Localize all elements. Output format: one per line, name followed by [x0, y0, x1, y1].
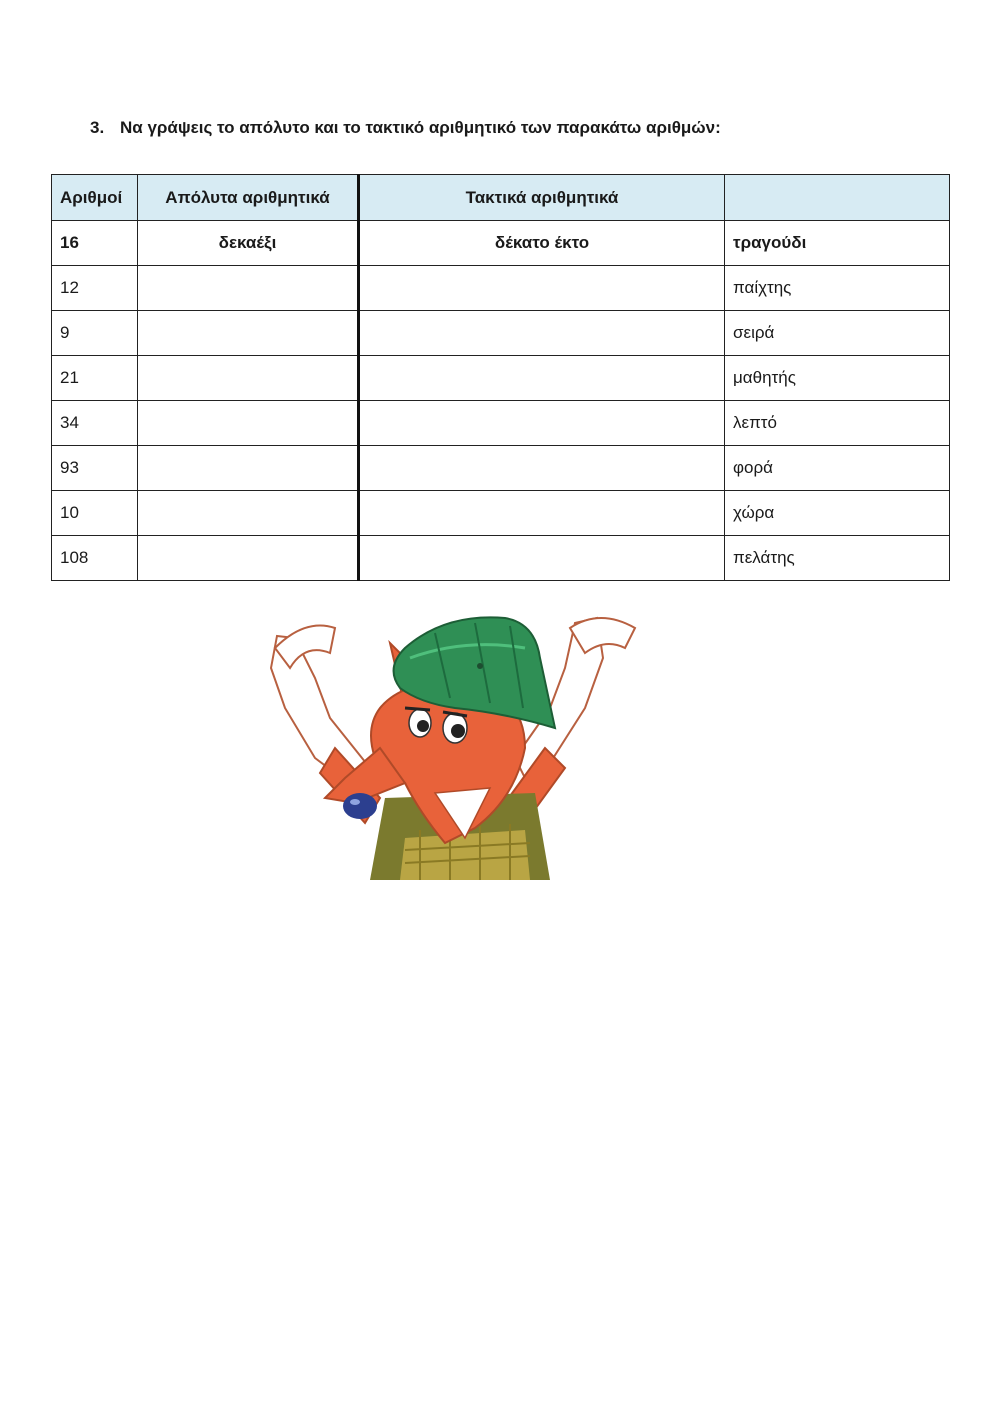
cardinal-input-cell[interactable] [138, 401, 359, 446]
ordinal-input-cell[interactable] [359, 401, 725, 446]
noun-cell: φορά [725, 446, 950, 491]
noun-cell: λεπτό [725, 401, 950, 446]
cardinal-cell: δεκαέξι [138, 221, 359, 266]
ordinal-input-cell[interactable] [359, 536, 725, 581]
cardinal-input-cell[interactable] [138, 536, 359, 581]
cardinal-input-cell[interactable] [138, 491, 359, 536]
ordinal-input-cell[interactable] [359, 266, 725, 311]
ordinal-input-cell[interactable] [359, 311, 725, 356]
cardinal-input-cell[interactable] [138, 266, 359, 311]
table-row [52, 221, 950, 266]
number-cell: 9 [52, 311, 138, 356]
number-cell: 34 [52, 401, 138, 446]
table-row [52, 356, 950, 401]
table-row [52, 311, 950, 356]
exercise-text: Να γράψεις το απόλυτο και το τακτικό αριθμητικό των παρακάτω αριθμών: [120, 118, 721, 137]
ordinal-cell: δέκατο έκτο [359, 221, 725, 266]
number-cell: 12 [52, 266, 138, 311]
exercise-number: 3. [90, 118, 105, 137]
ordinal-input-cell[interactable] [359, 491, 725, 536]
table-header-row [52, 175, 950, 221]
noun-cell: παίχτης [725, 266, 950, 311]
table-row [52, 536, 950, 581]
table-row [52, 446, 950, 491]
cardinal-input-cell[interactable] [138, 356, 359, 401]
noun-cell: σειρά [725, 311, 950, 356]
noun-cell: τραγούδι [725, 221, 950, 266]
fox-mascot-illustration [205, 598, 645, 880]
noun-cell: μαθητής [725, 356, 950, 401]
table-row [52, 491, 950, 536]
number-cell: 108 [52, 536, 138, 581]
header-noun [725, 175, 950, 221]
cardinal-input-cell[interactable] [138, 311, 359, 356]
number-cell: 16 [52, 221, 138, 266]
noun-cell: χώρα [725, 491, 950, 536]
number-cell: 10 [52, 491, 138, 536]
table-row [52, 401, 950, 446]
noun-cell: πελάτης [725, 536, 950, 581]
ordinal-input-cell[interactable] [359, 446, 725, 491]
numerals-table [51, 174, 950, 581]
header-ordinal: Τακτικά αριθμητικά [359, 175, 725, 221]
header-numbers: Αριθμοί [52, 175, 138, 221]
header-cardinal: Απόλυτα αριθμητικά [138, 175, 359, 221]
ordinal-input-cell[interactable] [359, 356, 725, 401]
number-cell: 93 [52, 446, 138, 491]
cardinal-input-cell[interactable] [138, 446, 359, 491]
number-cell: 21 [52, 356, 138, 401]
exercise-instruction [90, 118, 721, 138]
table-row [52, 266, 950, 311]
